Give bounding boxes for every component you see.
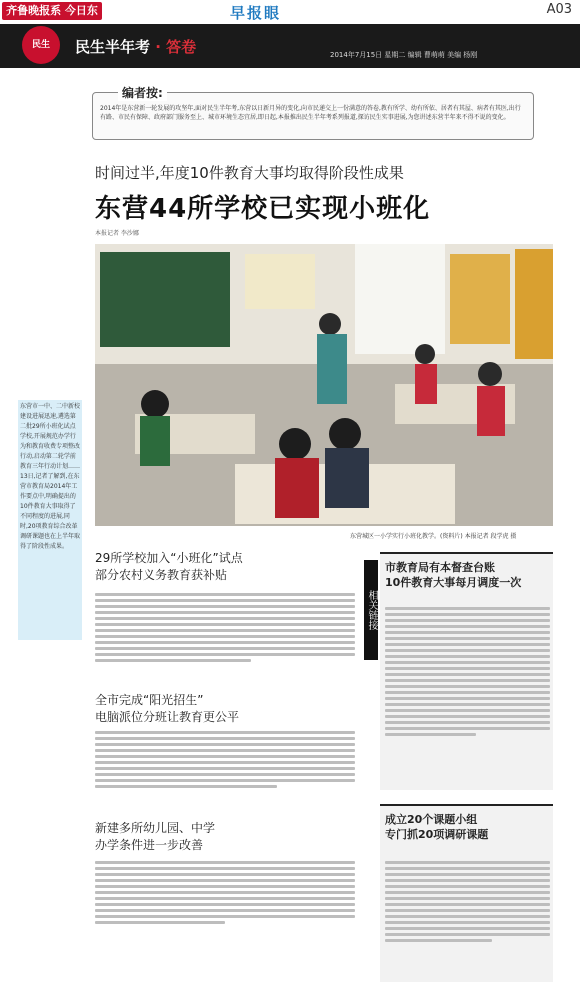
section-2-heading-line-1: 全市完成“阳光招生” — [95, 693, 204, 707]
section-3-heading-line-1: 新建多所幼儿园、中学 — [95, 821, 216, 835]
section-3-heading-line-2: 办学条件进一步改善 — [95, 838, 204, 852]
section-1-heading-line-1: 29所学校加入“小班化”试点 — [95, 551, 243, 565]
page-number: A03 — [546, 2, 572, 17]
sidebar-box-2-heading — [385, 812, 488, 842]
column-title-main: 民生半年考 — [75, 38, 151, 56]
livelihood-badge: 民生 — [22, 26, 60, 64]
column-title — [75, 36, 196, 57]
editor-note-label: 编者按: — [118, 84, 167, 101]
column-title-sub: 答卷 — [166, 38, 197, 56]
sidebar-box-1-heading-line-2: 10件教育大事每月调度一次 — [385, 576, 522, 589]
newspaper-logo: 齐鲁晚报系 今日东 — [2, 2, 102, 20]
article-byline: 本报记者 李沙娜 — [95, 230, 139, 237]
separator-dot: · — [155, 38, 167, 56]
sidebar-box-2-body — [385, 858, 550, 945]
section-2-body — [95, 728, 355, 791]
photo-caption: 东营城区一小学实行小班化教学。(资料片) 本报记者 段学虎 摄 — [350, 533, 517, 540]
sidebar-box-2-heading-line-2: 专门抓20项调研课题 — [385, 828, 489, 841]
article-subhead: 时间过半,年度10件教育大事均取得阶段性成果 — [95, 164, 404, 182]
related-links-tab: 相关链接 — [364, 560, 378, 660]
section-title: 早报眼 — [230, 4, 282, 22]
intro-column-text: 东营市一中、二中新校建设进展迅速,遴选第二批29所小班化试点学校,开展规范办学行为和教育收费专项整改行动,启动第二轮学前教育三年行动计划……13日,记者了解到,在东营市教育局2014年工作要点中,明确提出的10件教育大事取得了不同程度的进展,同时,20项教育综合改革调研课题也在上半年取得了阶段性成果。 — [20, 403, 81, 550]
sidebar-box-1-heading — [385, 560, 521, 590]
section-2-heading — [95, 692, 239, 726]
article-headline: 东营44所学校已实现小班化 — [95, 194, 431, 224]
sidebar-box-2-heading-line-1: 成立20个课题小组 — [385, 813, 478, 826]
sidebar-box-1-heading-line-1: 市教育局有本督查台账 — [385, 561, 495, 574]
section-1-heading-line-2: 部分农村义务教育获补贴 — [95, 568, 228, 582]
editor-note-text: 2014年是东营新一轮发展的攻坚年,面对民生半年考,东营以日新月异的变化,向市民递交上一份满意的答卷,教有所学、幼有所依、居者有其屋、病者有其医,出行有路、市民有保障、政府部门服务至上、城市环境生态宜居,即日起,本报推出民生半年考系列报道,探访民生实事进展,为您讲述东营半年来不得不说的变化。 — [100, 105, 521, 121]
issue-info: 2014年7月15日 星期二 编辑 曹萌萌 美编 杨刚 — [330, 51, 478, 59]
section-2-heading-line-2: 电脑派位分班让教育更公平 — [95, 710, 240, 724]
section-3-heading — [95, 820, 215, 854]
section-1-body — [95, 590, 355, 665]
classroom-photo — [95, 244, 553, 526]
section-3-body — [95, 858, 355, 927]
section-1-heading — [95, 550, 243, 584]
sidebar-box-1-body — [385, 604, 550, 739]
classroom-illustration — [95, 244, 553, 526]
